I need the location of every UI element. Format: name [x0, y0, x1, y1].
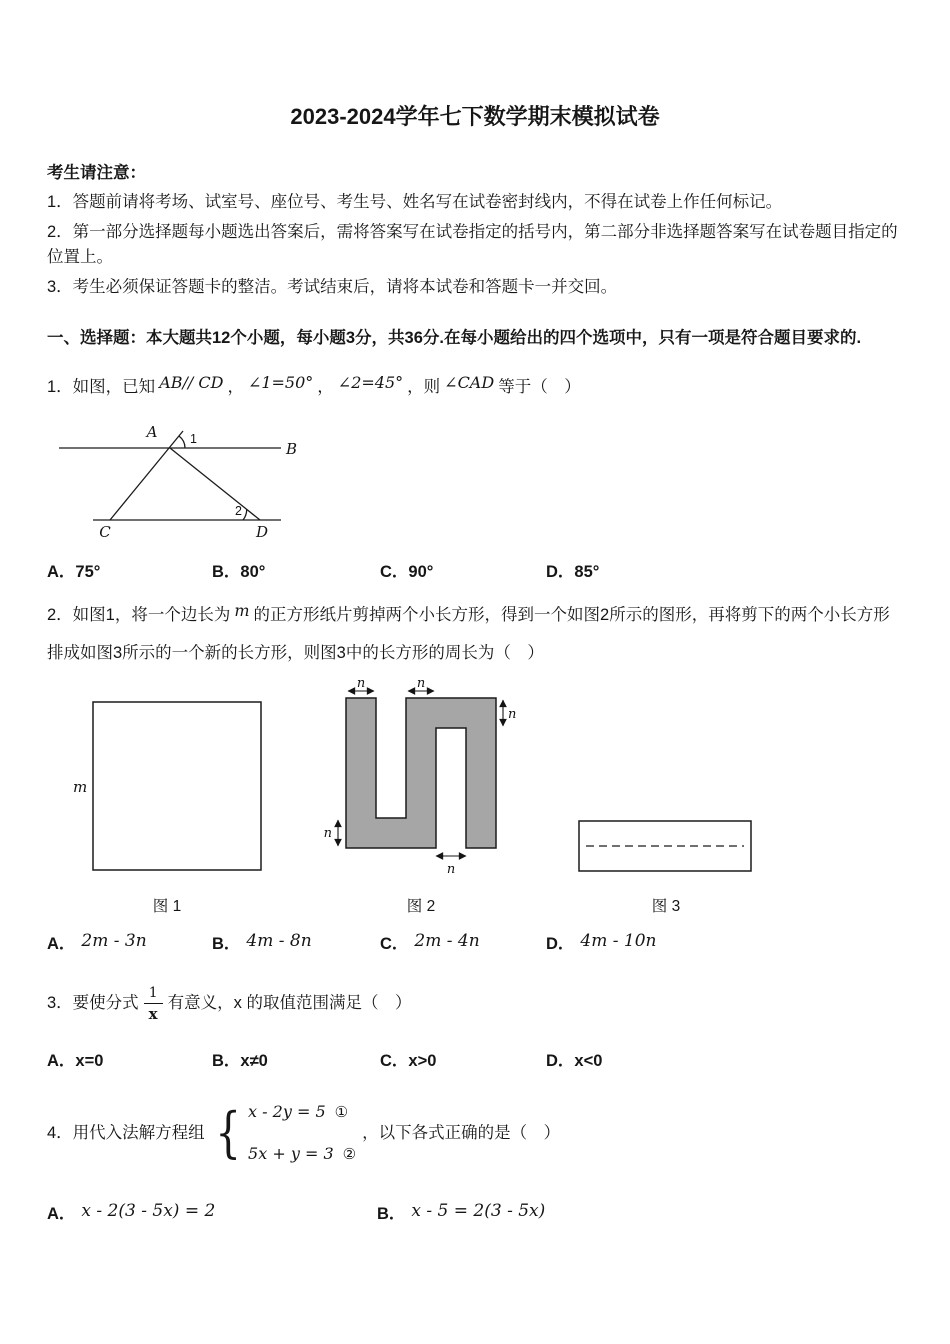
q2-option-a-expr: 2m - 3n — [81, 931, 147, 951]
q1-fig-label-b: B — [286, 440, 298, 458]
q4-option-a-expr: x - 2(3 - 5x) = 2 — [81, 1200, 216, 1221]
q3-text-2: 有意义，x 的取值范围满足（ ） — [167, 994, 412, 1012]
q1-text-1: 1．如图，已知 — [47, 378, 156, 396]
q1-math-cad: ∠CAD — [444, 373, 495, 392]
page-title: 2023-2024学年七下数学期末模拟试卷 — [290, 104, 660, 129]
q1-text-3: 等于（ ） — [498, 378, 581, 396]
q1-options — [47, 558, 903, 582]
q2-option-a — [47, 930, 212, 954]
q4-system-brace: { — [214, 1100, 241, 1164]
q1-fig-label-a: A — [146, 423, 158, 441]
q2-option-b-letter: B． — [212, 935, 241, 953]
q3-fraction-denominator: x — [148, 1004, 158, 1023]
q2-option-d-letter: D． — [546, 935, 575, 953]
notice-item-3: 3．考生必须保证答题卡的整洁。考试结束后，请将本试卷和答题卡一并交回。 — [47, 278, 618, 296]
q4-option-a-letter: A． — [47, 1204, 76, 1223]
q4-text-2: ，以下各式正确的是（ ） — [362, 1123, 561, 1142]
q2-option-d — [546, 930, 903, 954]
q1-option-c: C．90° — [380, 563, 434, 581]
q3-options — [47, 1047, 903, 1071]
q4-equation-2 — [248, 1135, 356, 1174]
q2-option-d-expr: 4m - 10n — [580, 931, 657, 951]
q1-comma-2: ， — [317, 378, 334, 396]
section-1-heading: 一、选择题：本大题共12个小题，每小题3分，共36分.在每小题给出的四个选项中，只有一项是符合题目要求的. — [47, 329, 862, 347]
q2-figure-3-rectangle — [575, 814, 757, 878]
q4-text-1: 4．用代入法解方程组 — [47, 1123, 205, 1142]
q2-figure-3-block — [575, 814, 757, 916]
q1-comma-1: ， — [227, 378, 244, 396]
q2-math-m: m — [234, 601, 250, 620]
q2-text-1: 2．如图1，将一个边长为 — [47, 606, 231, 624]
q4-option-a — [47, 1200, 377, 1224]
q2-fig2-label-n-top-mid: n — [416, 678, 426, 691]
q4-equation-1 — [248, 1093, 356, 1132]
q2-fig2-label-n-bottom: n — [446, 862, 456, 877]
q2-figure-1-caption: 图 1 — [152, 898, 182, 915]
q4-option-b-expr: x - 5 = 2(3 - 5x) — [411, 1200, 546, 1221]
q1-fig-label-d: D — [255, 523, 269, 541]
question-4-text — [47, 1093, 903, 1174]
q4-equation-2-expr: 5x + y = 3 — [248, 1143, 334, 1163]
q3-option-a: A．x=0 — [47, 1051, 104, 1070]
q4-equation-1-expr: x - 2y = 5 — [248, 1101, 326, 1121]
q2-figures-row — [67, 678, 903, 916]
q1-fig-label-c: C — [99, 523, 111, 541]
q2-fig1-label-m: m — [73, 778, 88, 796]
q4-equation-system — [211, 1093, 356, 1174]
q3-option-d: D．x<0 — [546, 1051, 603, 1070]
q1-math-parallel: AB// CD — [159, 373, 224, 392]
q4-options — [47, 1200, 903, 1224]
notice-heading: 考生请注意： — [47, 164, 146, 182]
q3-option-c: C．x>0 — [380, 1051, 437, 1070]
question-1-text — [47, 364, 903, 406]
q1-math-angle1: ∠1=50° — [247, 373, 314, 392]
q4-option-b-letter: B． — [377, 1204, 406, 1223]
q4-equation-1-tag: ① — [334, 1103, 349, 1121]
notice-item-1: 1．答题前请将考场、试室号、座位号、考生号、姓名写在试卷密封线内，不得在试卷上作任何标记。 — [47, 193, 783, 211]
q2-option-b — [212, 930, 380, 954]
q2-fig2-label-n-right: n — [508, 707, 517, 722]
q3-option-b: B．x≠0 — [212, 1051, 268, 1070]
q2-text-2: 的正方形纸片剪掉两个小长方形，得到一个如图2所示的图形，再将剪下的两个小长方形排成如图3所示的一个新的长方形，则图3中的长方形的周长为（ ） — [47, 606, 890, 662]
question-2-text — [47, 592, 903, 672]
q1-option-a: A．75° — [47, 563, 101, 581]
q2-figure-2-cut-shape — [321, 678, 521, 878]
q1-fig-angle-2: 2 — [235, 504, 242, 518]
q3-fraction-numerator: 1 — [144, 985, 163, 1004]
q4-option-b — [377, 1200, 903, 1224]
q2-figure-2-block — [321, 678, 521, 916]
q2-fig2-label-n-top-left: n — [356, 678, 366, 691]
q4-system-equations — [248, 1093, 356, 1174]
q3-text-1: 3．要使分式 — [47, 994, 139, 1012]
notice-item-2: 2．第一部分选择题每小题选出答案后，需将答案写在试卷指定的括号内，第二部分非选择题答案写在试卷题目指定的位置上。 — [47, 223, 898, 266]
q1-text-2: ，则 — [407, 378, 441, 396]
q3-fraction — [144, 985, 163, 1023]
q1-option-d: D．85° — [546, 563, 600, 581]
q2-fig2-label-n-bottom-left: n — [323, 826, 332, 841]
q2-option-c-letter: C． — [380, 935, 409, 953]
q2-option-c — [380, 930, 546, 954]
q1-geometry-figure — [53, 416, 303, 544]
q1-math-angle2: ∠2=45° — [337, 373, 404, 392]
q2-figure-1-square — [67, 696, 267, 878]
q4-equation-2-tag: ② — [342, 1145, 357, 1163]
q2-options — [47, 930, 903, 954]
q1-fig-angle-1: 1 — [190, 432, 197, 446]
q2-option-c-expr: 2m - 4n — [414, 931, 480, 951]
notice-block — [47, 159, 903, 300]
q2-figure-2-caption: 图 2 — [406, 898, 436, 915]
q2-figure-1-block — [67, 696, 267, 916]
q2-figure-3-caption: 图 3 — [651, 898, 681, 915]
q2-option-a-letter: A． — [47, 935, 76, 953]
q1-option-b: B．80° — [212, 563, 266, 581]
question-3-text — [47, 984, 903, 1023]
q2-option-b-expr: 4m - 8n — [246, 931, 312, 951]
